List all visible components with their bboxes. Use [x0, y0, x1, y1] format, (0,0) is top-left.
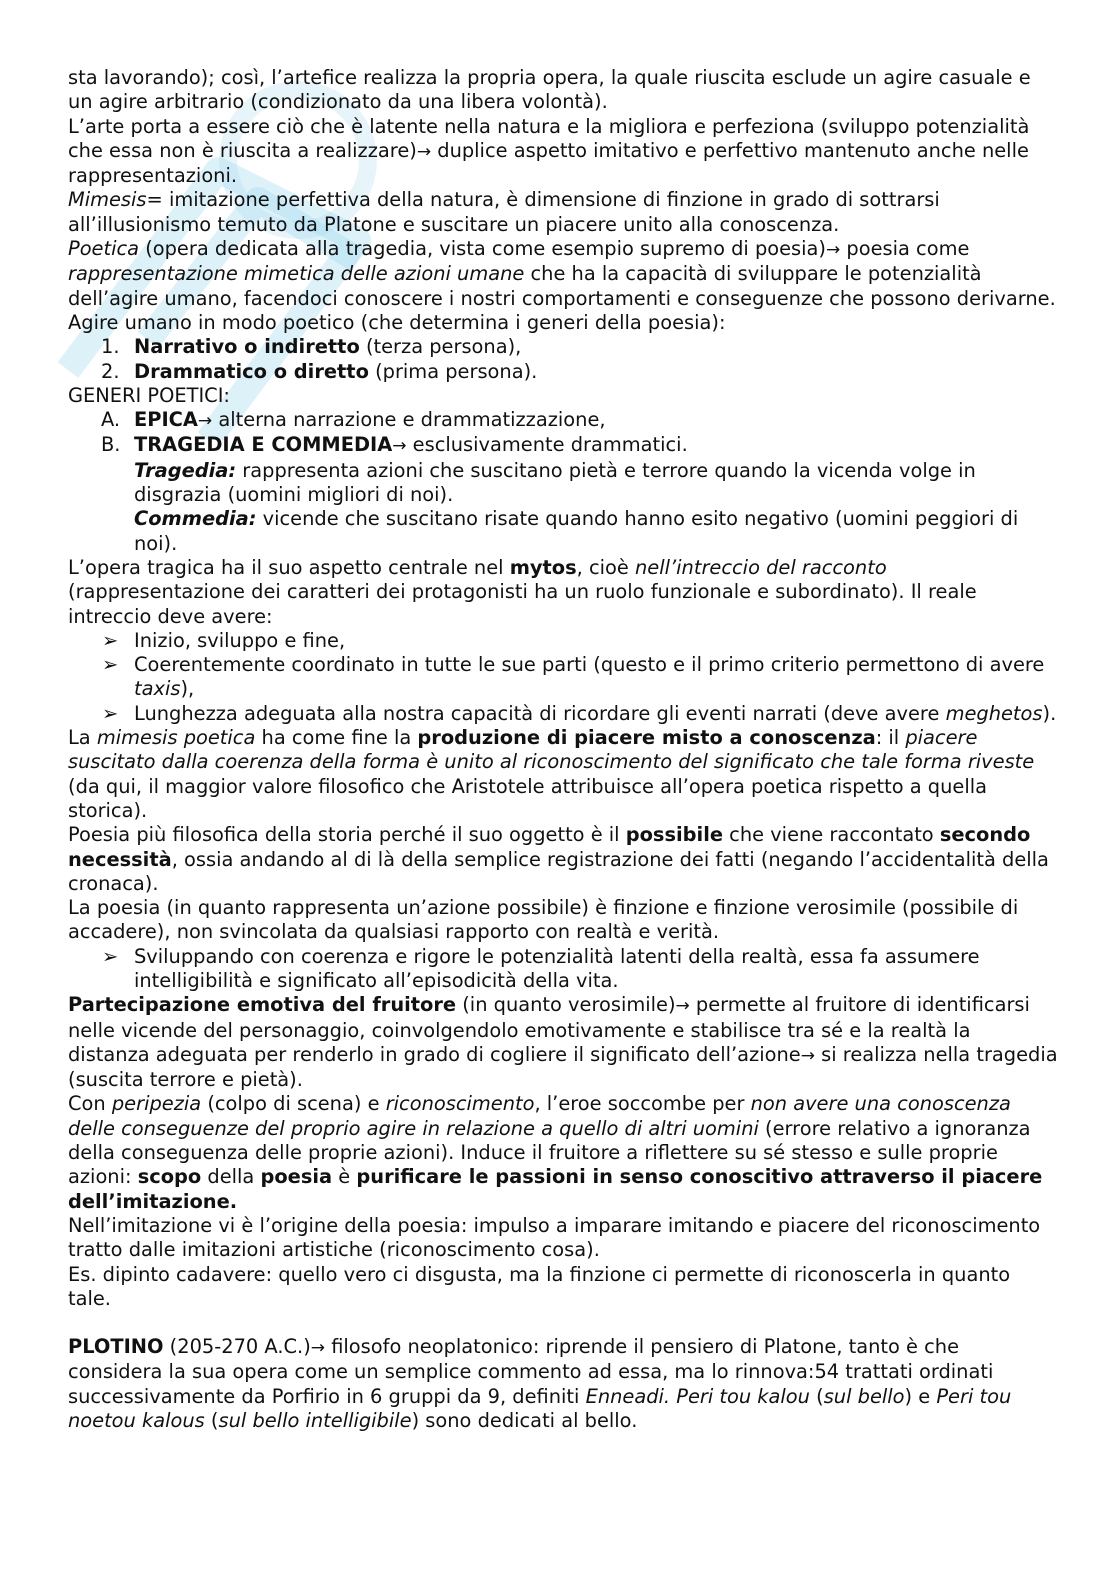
arrow-right-icon: →	[310, 1338, 326, 1359]
lettered-item: B. TRAGEDIA E COMMEDIA→ esclusivamente drammatici.	[101, 433, 688, 457]
paragraph: La poesia (in quanto rappresenta un’azione possibile) è finzione e finzione verosimile (possibile di accadere), non svincolata da qualsiasi rapporto con realtà e verità.	[68, 896, 1019, 944]
paragraph: La mimesis poetica ha come fine la produzione di piacere misto a conoscenza: il piacere suscitato dalla coerenza della forma è unito al riconoscimento del significato che tale forma riveste (da qui, il maggior valore filosofico che Aristotele attribuisce all’opera poetica rispetto a quella storica).	[68, 726, 1035, 822]
paragraph: Poesia più filosofica della storia perché il suo oggetto è il possibile che viene raccontato secondo necessità, ossia andando al di là della semplice registrazione dei fatti (negando l’accidentalità della cronaca).	[68, 823, 1049, 895]
paragraph: PLOTINO (205-270 A.C.)→ filosofo neoplatonico: riprende il pensiero di Platone, tanto è che considera la sua opera come un semplice commento ad essa, ma lo rinnova:54 trattati ordinati successivamente da Porfirio in 6 gruppi da 9, definiti Enneadi. Peri tou kalou (sul bello) e Peri tou noetou kalous (sul bello intelligibile) sono dedicati al bello.	[68, 1335, 1012, 1433]
lettered-item: A. EPICA→ alterna narrazione e drammatizzazione,	[101, 408, 606, 432]
document-page	[68, 66, 1058, 1433]
bullet-item: ➢ Inizio, sviluppo e fine,	[102, 628, 346, 652]
definition-commedia: Commedia: vicende che suscitano risate quando hanno esito negativo (uomini peggiori di noi).	[134, 507, 1019, 555]
bullet-item: ➢ Lunghezza adeguata alla nostra capacità di ricordare gli eventi narrati (deve avere meghetos).	[102, 701, 1057, 725]
paragraph: Con peripezia (colpo di scena) e riconoscimento, l’eroe soccombe per non avere una conoscenza delle conseguenze del proprio agire in relazione a quello di altri uomini (errore relativo a ignoranza della conseguenza delle proprie azioni). Induce il fruitore a riflettere su sé stesso e sulle proprie azioni: scopo della poesia è purificare le passioni in senso conoscitivo attraverso il piacere dell’imitazione.	[68, 1092, 1043, 1213]
arrow-right-icon: →	[416, 141, 432, 162]
arrow-right-icon: →	[675, 996, 690, 1017]
definition-tragedia: Tragedia: rappresenta azioni che suscitano pietà e terrore quando la vicenda volge in disgrazia (uomini migliori di noi).	[134, 458, 976, 507]
bullet-arrow-icon: ➢	[102, 653, 119, 677]
paragraph: sta lavorando); così, l’artefice realizza la propria opera, la quale riuscita esclude un agire casuale e un agire arbitrario (condizionato da una libera volontà).	[68, 66, 1031, 114]
paragraph: Partecipazione emotiva del fruitore (in quanto verosimile)→ permette al fruitore di identificarsi nelle vicende del personaggio, coinvolgendolo emotivamente e stabilisce tra sé e la realtà la distanza adeguata per renderlo in grado di cogliere il significato dell’azione→ si realizza nella tragedia (suscita terrore e pietà).	[68, 993, 1058, 1092]
bullet-arrow-icon: ➢	[102, 944, 119, 968]
bullet-item: ➢ Coerentemente coordinato in tutte le sue parti (questo e il primo criterio permettono di avere taxis),	[102, 653, 1045, 701]
arrow-right-icon: →	[392, 436, 407, 457]
arrow-right-icon: →	[826, 240, 841, 261]
arrow-right-icon: →	[800, 1045, 815, 1066]
bullet-arrow-icon: ➢	[102, 701, 119, 725]
numbered-item: 1. Narrativo o indiretto (terza persona),	[101, 335, 522, 359]
paragraph: Es. dipinto cadavere: quello vero ci disgusta, ma la finzione ci permette di riconoscerla in quanto tale.	[68, 1262, 1011, 1310]
paragraph: Poetica (opera dedicata alla tragedia, vista come esempio supremo di poesia)→ poesia come rappresentazione mimetica delle azioni umane che ha la capacità di sviluppare le potenzialità dell’agire umano, facendoci conoscere i nostri comportamenti e conseguenze che possono derivarne.	[68, 237, 1056, 310]
bullet-arrow-icon: ➢	[102, 628, 119, 652]
paragraph: L’arte porta a essere ciò che è latente nella natura e la migliora e perfeziona (sviluppo potenzialità che essa non è riuscita a realizzare)→ duplice aspetto imitativo e perfettivo mantenuto anche nelle rappresentazioni.	[68, 114, 1030, 188]
section-heading: GENERI POETICI:	[68, 383, 230, 407]
bullet-item: ➢ Sviluppando con coerenza e rigore le potenzialità latenti della realtà, essa fa assumere intelligibilità e significato all’episodicità della vita.	[102, 944, 980, 992]
numbered-item: 2. Drammatico o diretto (prima persona).	[101, 359, 538, 383]
paragraph: Nell’imitazione vi è l’origine della poesia: impulso a imparare imitando e piacere del riconoscimento tratto dalle imitazioni artistiche (riconoscimento cosa).	[68, 1213, 1041, 1262]
paragraph: L’opera tragica ha il suo aspetto centrale nel mytos, cioè nell’intreccio del racconto (rappresentazione dei caratteri dei protagonisti ha un ruolo funzionale e subordinato). Il reale intreccio deve avere:	[68, 555, 977, 628]
paragraph: Agire umano in modo poetico (che determina i generi della poesia):	[68, 310, 726, 334]
paragraph: Mimesis= imitazione perfettiva della natura, è dimensione di finzione in grado di sottrarsi all’illusionismo temuto da Platone e suscitare un piacere unito alla conoscenza.	[68, 188, 940, 236]
arrow-right-icon: →	[197, 411, 213, 432]
